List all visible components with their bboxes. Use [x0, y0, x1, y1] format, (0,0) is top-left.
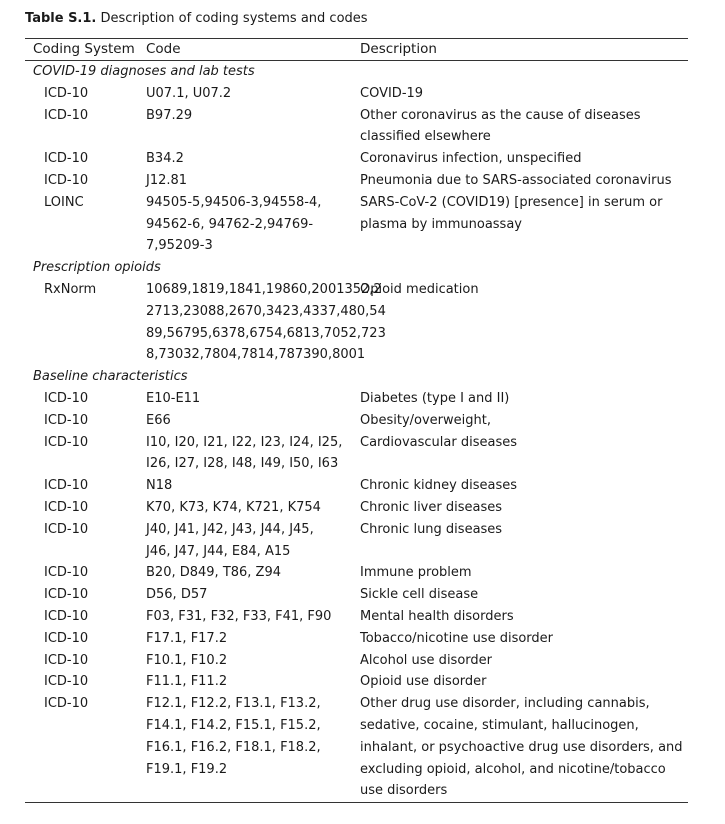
description-line: Opioid medication: [360, 281, 479, 297]
table-row: [25, 584, 688, 606]
code-line: F17.1, F17.2: [146, 630, 228, 646]
description-line: sedative, cocaine, stimulant, hallucinogen,: [360, 717, 639, 733]
code-line: D56, D57: [146, 587, 208, 603]
cell-description: [352, 432, 688, 476]
description-line: COVID-19: [360, 85, 424, 101]
cell-code: [138, 105, 352, 149]
description-line: Mental health disorders: [360, 608, 514, 624]
cell-description: [352, 650, 688, 672]
code-line: J40, J41, J42, J43, J44, J45,: [146, 521, 314, 537]
cell-coding-system: ICD-10: [44, 521, 89, 537]
code-line: F12.1, F12.2, F13.1, F13.2,: [146, 696, 321, 712]
cell-description: [352, 606, 688, 628]
cell-description: [352, 693, 688, 802]
cell-code: [138, 192, 352, 257]
cell-coding-system: ICD-10: [44, 151, 89, 167]
cell-code: [138, 562, 352, 584]
code-line: F19.1, F19.2: [146, 761, 228, 777]
code-line: U07.1, U07.2: [146, 85, 232, 101]
description-line: Other coronavirus as the cause of diseases: [360, 107, 641, 123]
table-row: [25, 606, 688, 628]
cell-coding-system: ICD-10: [44, 565, 89, 581]
cell-coding-system: ICD-10: [44, 434, 89, 450]
table-header-row: [25, 39, 688, 61]
table-row: [25, 628, 688, 650]
description-line: Chronic kidney diseases: [360, 478, 518, 494]
cell-code: [138, 693, 352, 802]
code-line: F14.1, F14.2, F15.1, F15.2,: [146, 717, 321, 733]
cell-description: [352, 83, 688, 105]
cell-code: [138, 388, 352, 410]
cell-description: [352, 279, 688, 366]
table-row: [25, 650, 688, 672]
code-line: N18: [146, 478, 173, 494]
cell-code: [138, 410, 352, 432]
table-row: [25, 497, 688, 519]
code-line: F10.1, F10.2: [146, 652, 228, 668]
table-row: [25, 693, 688, 802]
code-line: I10, I20, I21, I22, I23, I24, I25,: [146, 434, 343, 450]
section-title: Baseline characteristics: [33, 369, 188, 385]
cell-description: [352, 497, 688, 519]
cell-coding-system: ICD-10: [44, 412, 89, 428]
description-line: Tobacco/nicotine use disorder: [360, 630, 554, 646]
code-line: I26, I27, I28, I48, I49, I50, I63: [146, 456, 339, 472]
code-line: F03, F31, F32, F33, F41, F90: [146, 608, 332, 624]
section-title: Prescription opioids: [33, 260, 161, 276]
cell-code: [138, 650, 352, 672]
table-row: [25, 410, 688, 432]
description-line: SARS-CoV-2 (COVID19) [presence] in serum or: [360, 194, 663, 210]
cell-code: [138, 170, 352, 192]
cell-coding-system: LOINC: [44, 194, 84, 210]
cell-code: [138, 497, 352, 519]
table-caption-text: Description of coding systems and codes: [100, 11, 368, 26]
table-caption-label: Table S.1.: [25, 11, 97, 26]
cell-description: [352, 628, 688, 650]
cell-description: [352, 105, 688, 149]
table-row: [25, 432, 688, 476]
table-row: [25, 279, 688, 366]
code-line: F11.1, F11.2: [146, 674, 228, 690]
code-line: E66: [146, 412, 171, 428]
code-line: E10-E11: [146, 390, 201, 406]
cell-code: [138, 606, 352, 628]
cell-description: [352, 148, 688, 170]
description-line: Other drug use disorder, including cannabis,: [360, 696, 650, 712]
cell-coding-system: RxNorm: [44, 281, 97, 297]
code-line: 8,73032,7804,7814,787390,8001: [146, 347, 366, 363]
table-row: [25, 671, 688, 693]
cell-code: [138, 519, 352, 563]
description-line: Immune problem: [360, 565, 472, 581]
cell-coding-system: ICD-10: [44, 499, 89, 515]
cell-coding-system: ICD-10: [44, 696, 89, 712]
description-line: Opioid use disorder: [360, 674, 487, 690]
section-title: COVID-19 diagnoses and lab tests: [33, 64, 255, 79]
description-line: Sickle cell disease: [360, 587, 479, 603]
cell-coding-system: ICD-10: [44, 674, 89, 690]
cell-description: [352, 562, 688, 584]
table-row: [25, 562, 688, 584]
cell-description: [352, 410, 688, 432]
table-row: [25, 475, 688, 497]
cell-description: [352, 475, 688, 497]
code-line: 2713,23088,2670,3423,4337,480,54: [146, 303, 386, 319]
cell-coding-system: ICD-10: [44, 172, 89, 188]
code-line: 94505-5,94506-3,94558-4,: [146, 194, 322, 210]
cell-code: [138, 671, 352, 693]
header-code: Code: [146, 41, 181, 57]
table-row: [25, 192, 688, 257]
code-line: B34.2: [146, 151, 184, 167]
table-row: [25, 519, 688, 563]
header-description: Description: [360, 41, 437, 57]
cell-description: [352, 388, 688, 410]
code-line: B20, D849, T86, Z94: [146, 565, 282, 581]
cell-description: [352, 192, 688, 257]
description-line: Diabetes (type I and II): [360, 390, 510, 406]
table-caption: [25, 10, 368, 28]
description-line: Pneumonia due to SARS-associated coronavirus: [360, 172, 672, 188]
description-line: excluding opioid, alcohol, and nicotine/tobacco: [360, 761, 666, 777]
cell-coding-system: ICD-10: [44, 478, 89, 494]
cell-code: [138, 432, 352, 476]
table-row: [25, 170, 688, 192]
cell-code: [138, 148, 352, 170]
cell-description: [352, 519, 688, 563]
description-line: Coronavirus infection, unspecified: [360, 151, 582, 167]
cell-coding-system: ICD-10: [44, 85, 89, 101]
cell-coding-system: ICD-10: [44, 630, 89, 646]
description-line: Chronic lung diseases: [360, 521, 503, 537]
description-line: Cardiovascular diseases: [360, 434, 517, 450]
cell-description: [352, 584, 688, 606]
cell-coding-system: ICD-10: [44, 107, 89, 123]
table-row: [25, 83, 688, 105]
table-row: [25, 388, 688, 410]
table-row: [25, 148, 688, 170]
cell-coding-system: ICD-10: [44, 587, 89, 603]
description-line: Obesity/overweight,: [360, 412, 491, 428]
code-line: 7,95209-3: [146, 238, 213, 254]
description-line: plasma by immunoassay: [360, 216, 522, 232]
description-line: Chronic liver diseases: [360, 499, 502, 515]
description-line: classified elsewhere: [360, 129, 491, 145]
coding-systems-table: [25, 38, 688, 803]
description-line: inhalant, or psychoactive drug use disorders, and: [360, 739, 683, 755]
table-row: [25, 105, 688, 149]
code-line: 10689,1819,1841,19860,2001352,2: [146, 281, 382, 297]
description-line: use disorders: [360, 783, 448, 799]
code-line: B97.29: [146, 107, 193, 123]
cell-description: [352, 671, 688, 693]
description-line: Alcohol use disorder: [360, 652, 492, 668]
code-line: F16.1, F16.2, F18.1, F18.2,: [146, 739, 321, 755]
cell-code: [138, 584, 352, 606]
code-line: 94562-6, 94762-2,94769-: [146, 216, 314, 232]
table-body: [25, 61, 688, 802]
cell-code: [138, 475, 352, 497]
code-line: J12.81: [146, 172, 188, 188]
header-coding-system: Coding System: [33, 41, 135, 57]
cell-code: [138, 628, 352, 650]
cell-coding-system: ICD-10: [44, 390, 89, 406]
code-line: J46, J47, J44, E84, A15: [146, 543, 291, 559]
cell-description: [352, 170, 688, 192]
cell-code: [138, 83, 352, 105]
code-line: 89,56795,6378,6754,6813,7052,723: [146, 325, 386, 341]
cell-coding-system: ICD-10: [44, 608, 89, 624]
cell-coding-system: ICD-10: [44, 652, 89, 668]
cell-code: [138, 279, 386, 366]
code-line: K70, K73, K74, K721, K754: [146, 499, 321, 515]
